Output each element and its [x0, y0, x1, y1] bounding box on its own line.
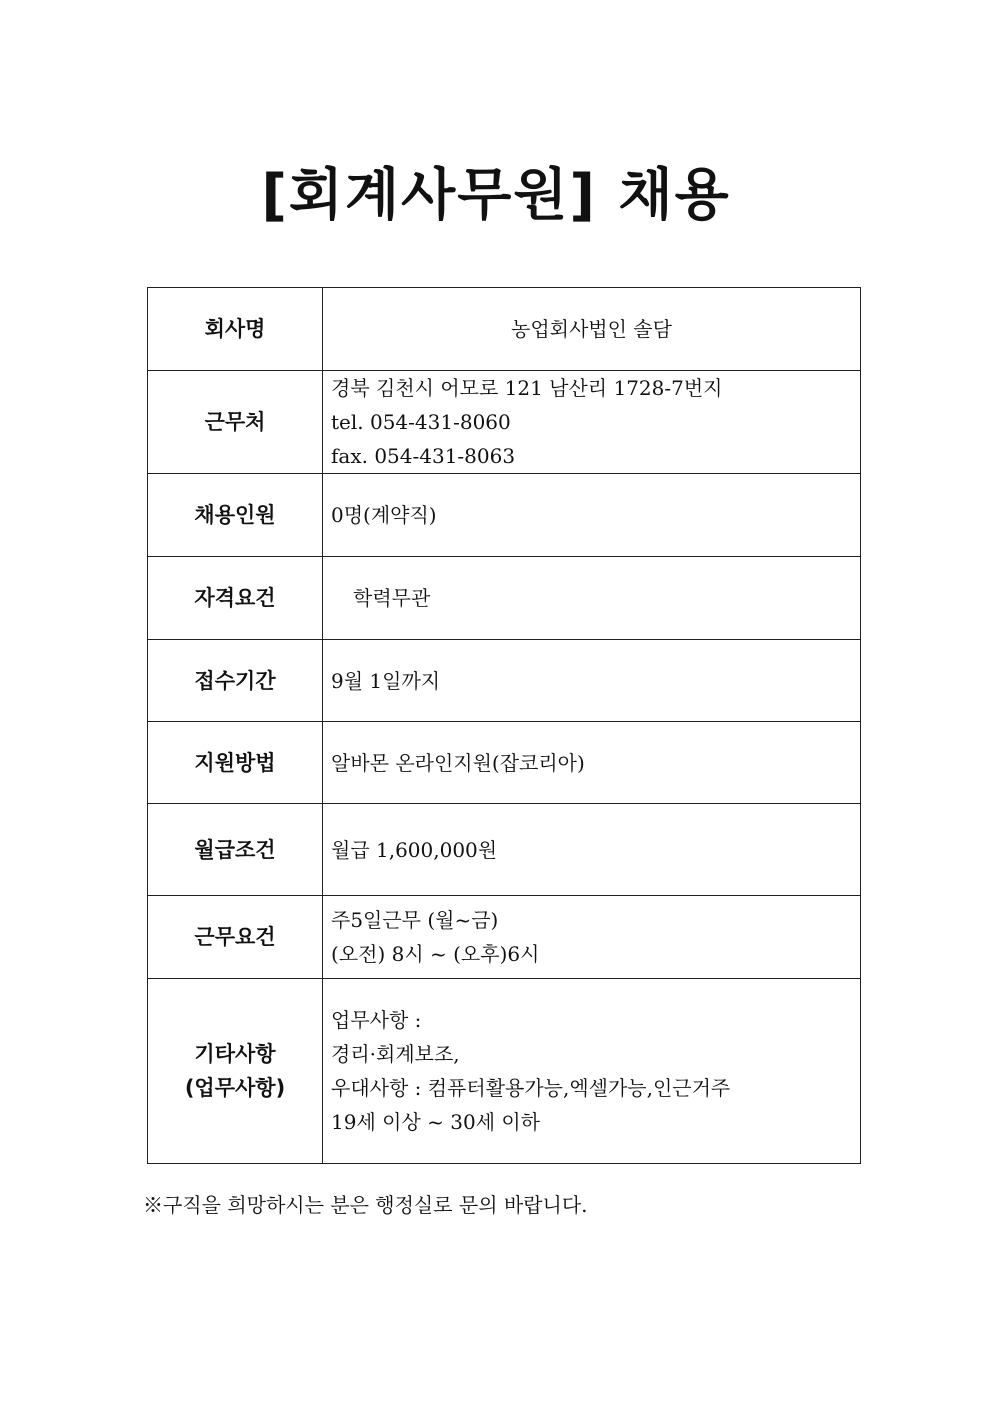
headcount-text: 0명(계약직)	[331, 503, 437, 527]
qualifications-text: 학력무관	[353, 586, 431, 610]
duties-heading: 업무사항 :	[331, 1008, 422, 1032]
label-company-name: 회사명	[148, 288, 323, 371]
value-application-method	[323, 722, 861, 804]
row-other-details	[148, 979, 861, 1164]
label-qualifications: 자격요건	[148, 557, 323, 640]
row-work-conditions	[148, 896, 861, 979]
label-application-period: 접수기간	[148, 640, 323, 722]
salary-text: 월급 1,600,000원	[331, 837, 498, 862]
application-method-text: 알바몬 온라인지원(잡코리아)	[331, 750, 585, 775]
duties-text: 경리·회계보조,	[331, 1042, 460, 1066]
value-work-conditions	[323, 896, 861, 979]
row-application-method	[148, 722, 861, 804]
value-company-name	[323, 288, 861, 371]
label-work-conditions: 근무요건	[148, 896, 323, 979]
row-qualifications	[148, 557, 861, 640]
page-title: [회계사무원] 채용	[261, 163, 731, 228]
row-application-period	[148, 640, 861, 722]
label-other-details-line1: 기타사항	[194, 1042, 276, 1066]
row-salary	[148, 804, 861, 896]
row-company-name	[148, 288, 861, 371]
application-period-text: 9월 1일까지	[331, 668, 441, 693]
label-salary: 월급조건	[148, 804, 323, 896]
age-range-text: 19세 이상 ~ 30세 이하	[331, 1110, 541, 1134]
label-other-details-line2: (업무사항)	[184, 1076, 286, 1100]
row-headcount	[148, 474, 861, 557]
preferences-text: 우대사항 : 컴퓨터활용가능,엑셀가능,인근거주	[331, 1076, 731, 1100]
value-salary	[323, 804, 861, 896]
value-workplace	[323, 371, 861, 474]
workplace-address: 경북 김천시 어모로 121 남산리 1728-7번지	[331, 376, 723, 400]
label-application-method: 지원방법	[148, 722, 323, 804]
work-hours-text: (오전) 8시 ~ (오후)6시	[331, 942, 540, 966]
recruitment-info-table	[147, 287, 861, 1164]
value-other-details	[323, 979, 861, 1164]
footnote: ※구직을 희망하시는 분은 행정실로 문의 바랍니다.	[143, 1193, 588, 1217]
company-name-text: 농업회사법인 솔담	[511, 317, 672, 341]
work-days-text: 주5일근무 (월~금)	[331, 908, 499, 932]
label-other-details	[148, 979, 323, 1164]
label-headcount: 채용인원	[148, 474, 323, 557]
row-workplace	[148, 371, 861, 474]
workplace-tel: tel. 054-431-8060	[331, 410, 511, 434]
value-headcount	[323, 474, 861, 557]
label-workplace: 근무처	[148, 371, 323, 474]
value-application-period	[323, 640, 861, 722]
value-qualifications	[323, 557, 861, 640]
workplace-fax: fax. 054-431-8063	[331, 444, 516, 468]
